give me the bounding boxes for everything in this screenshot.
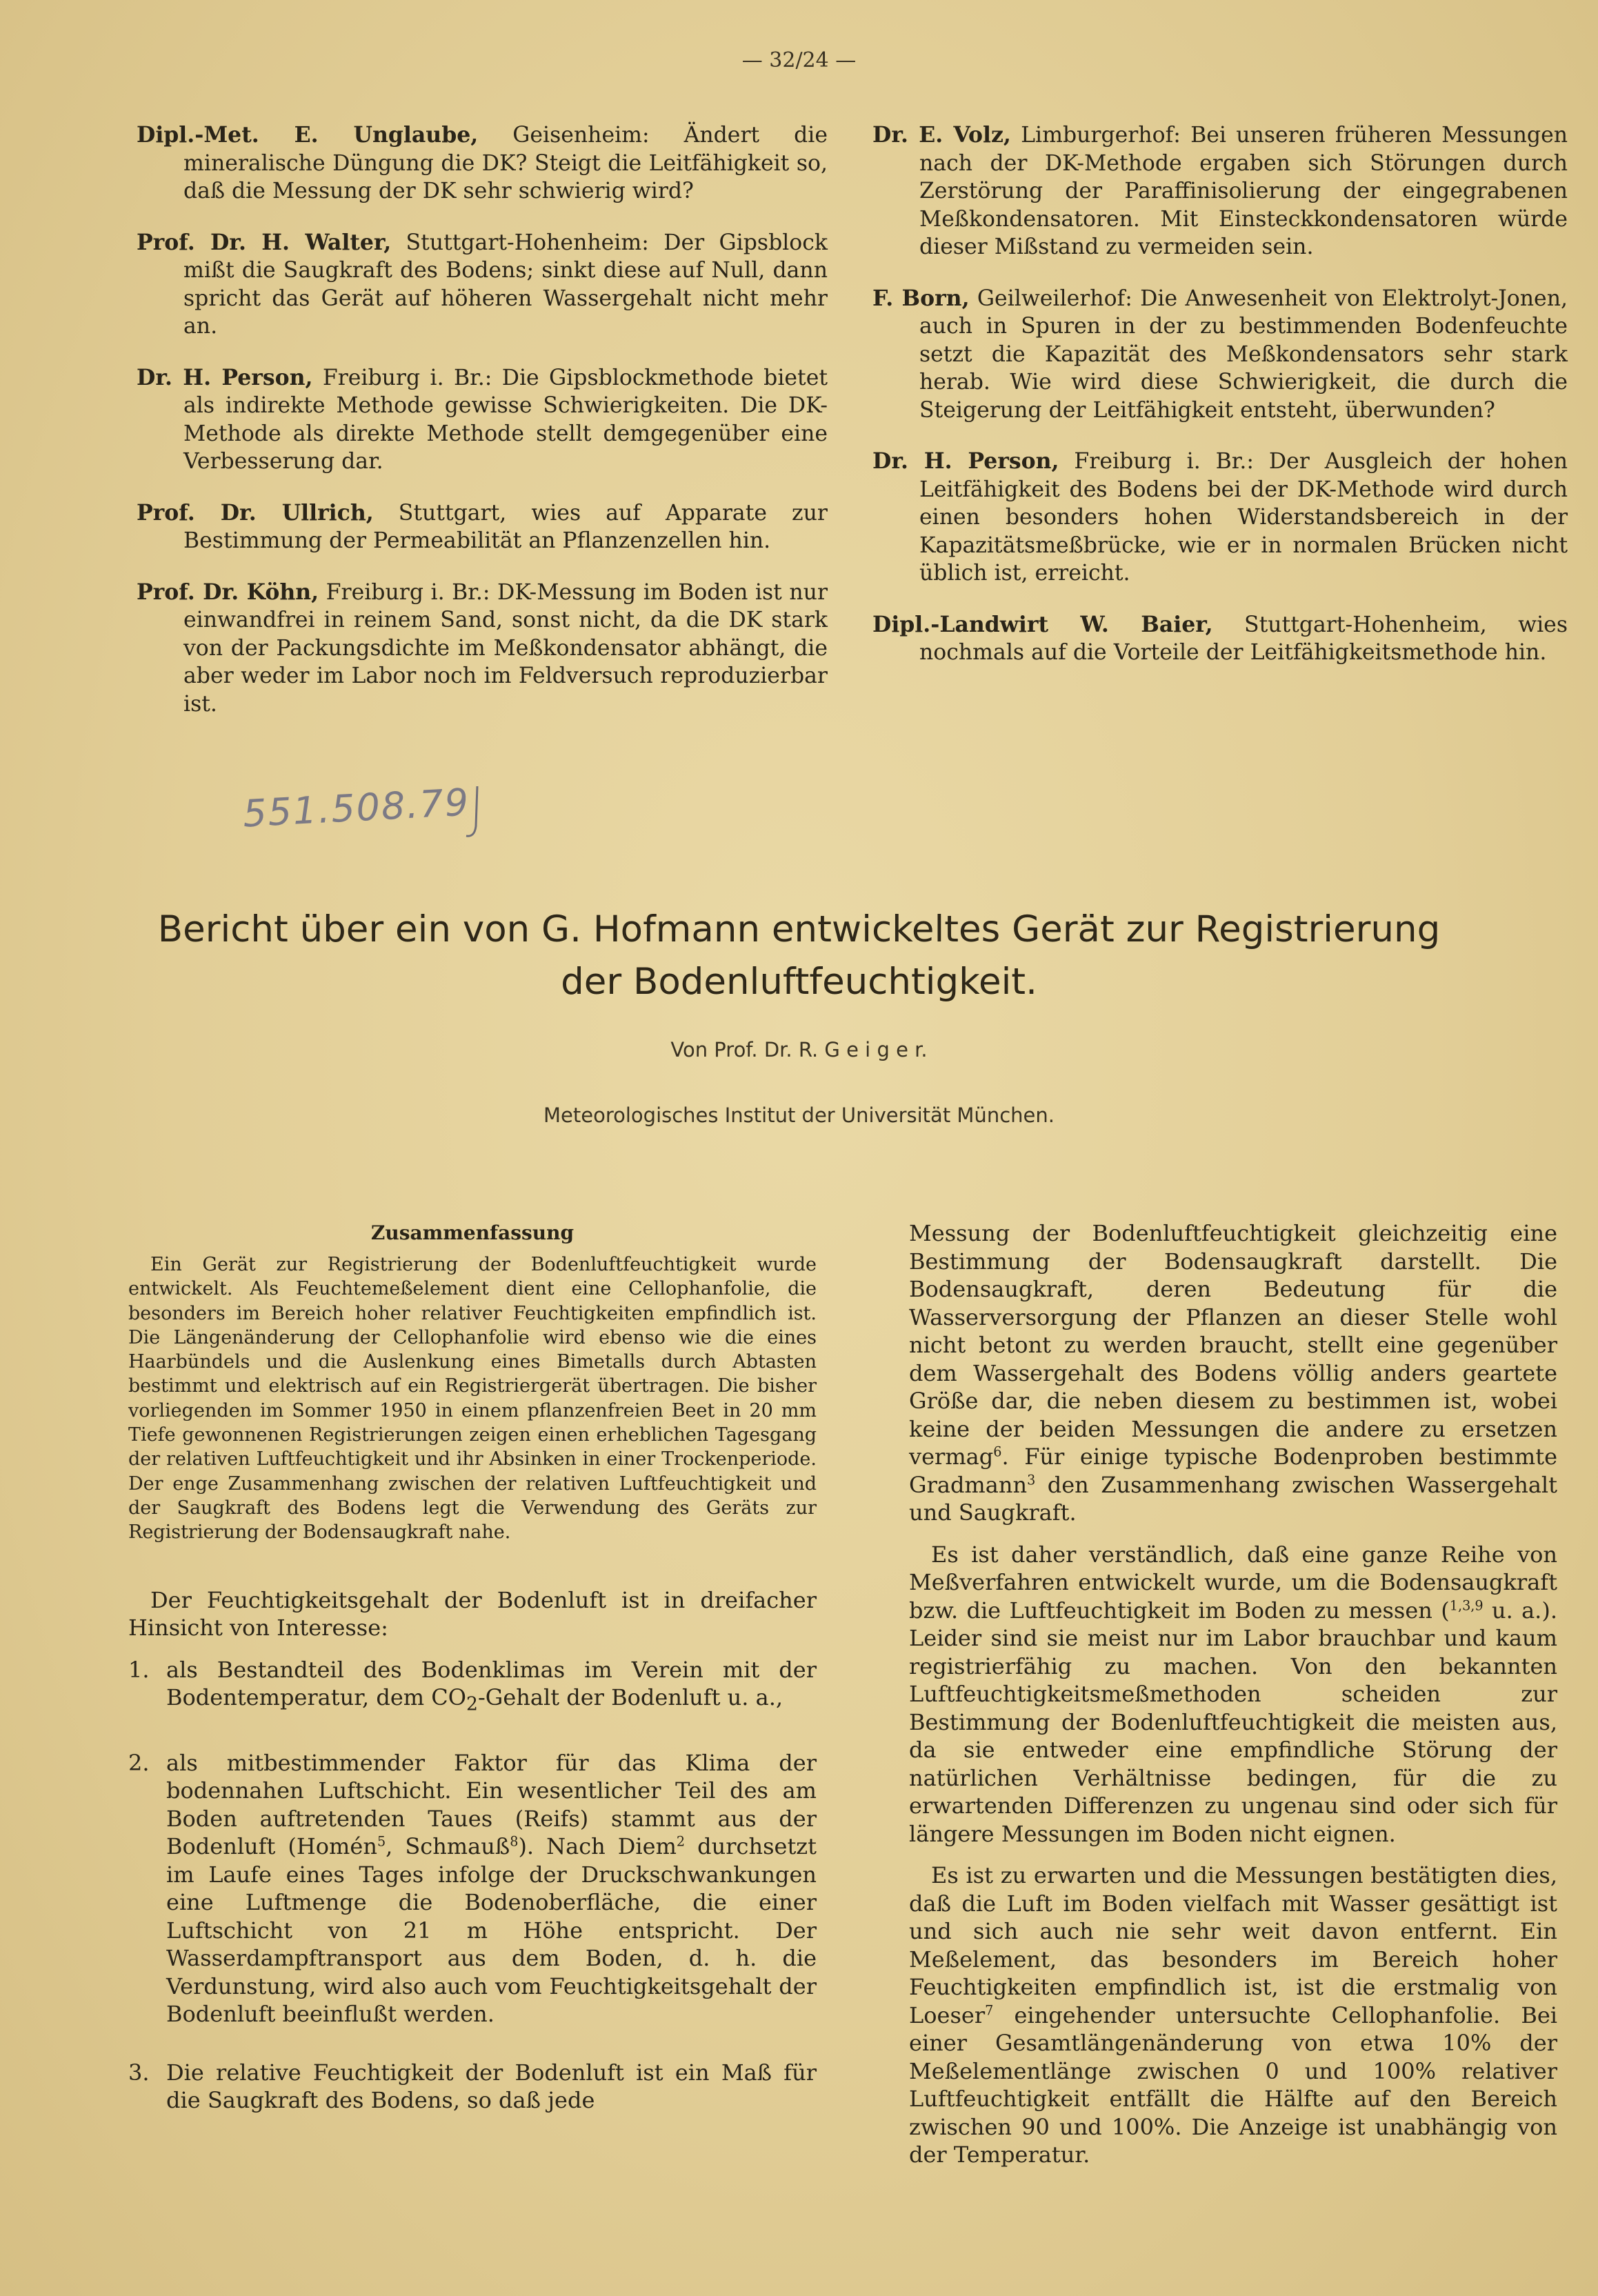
abstract-text: Ein Gerät zur Registrierung der Bodenluftfeuchtigkeit wurde entwickelt. Als Feuchtemeßelement dient eine Cellophanfolie, die besonders im Bereich hoher relativer Feuchtigkeiten empfindlich ist. Die Längenänderung der Cellophanfolie wird ebenso wie die eines Haarbündels und die Auslenkung eines Bimetalls durch Abtasten bestimmt und elektrisch auf ein Registriergerät übertragen. Die bisher vorliegenden im Sommer 1950 in einem pflanzenfreien Beet in 20 mm Tiefe gewonnenen Registrierungen zeigen einen erheblichen Tagesgang der relativen Luftfeuchtigkeit und ihr Absinken in einer Trockenperiode. Der enge Zusammenhang zwischen der relativen Luftfeuchtigkeit und der Saugkraft des Bodens legt die Verwendung des Geräts zur Registrierung der Bodensaugkraft nahe.	[128, 1254, 817, 1544]
subscript: 2	[466, 1693, 478, 1715]
abstract-heading: Zusammenfassung	[370, 1221, 575, 1244]
discussion-entry	[872, 448, 1568, 588]
body-paragraph: Der Feuchtigkeitsgehalt der Bodenluft ist in dreifacher Hinsicht von Interesse:	[128, 1586, 817, 1641]
footnote-ref: 5	[377, 1833, 386, 1850]
speaker-name: Prof. Dr. H. Walter,	[137, 229, 392, 255]
article-title	[138, 904, 1460, 1008]
body-paragraph: Messung der Bodenluftfeuchtigkeit gleichzeitig eine Bestimmung der Bodensaugkraft darstellt. Die Bodensaugkraft, deren Bedeutung für die Wasserversorgung der Pflanzen an dieser Stelle wohl nicht betont zu werden braucht, stellt eine gegenüber dem Wassergehalt des Bodens völlig anders geartete Größe dar, die neben diesem zu bestimmen ist, wobei keine der beiden Messungen die andere zu ersetzen vermag$^6$. Für einige typische Bodenproben bestimmte Gradmann$^3$ den Zusammenhang zwischen Wassergehalt und Saugkraft.	[909, 1220, 1557, 1526]
entry-text: Stuttgart-Hohenheim: Der Gipsblock mißt die Saugkraft des Bodens; sinkt diese auf Null, dann spricht das Gerät auf höheren Wassergehalt nicht mehr an.	[183, 230, 828, 339]
entry-text: Freiburg i. Br.: DK-Messung im Boden ist nur einwandfrei in reinem Sand, sonst nicht, da die DK stark von der Packungsdichte im Meßkondensator abhängt, die aber weder im Labor noch im Feldversuch reproduzierbar ist.	[183, 579, 828, 717]
entry-text: Stuttgart-Hohenheim, wies nochmals auf die Vorteile der Leitfähigkeitsmethode hin.	[919, 612, 1568, 665]
body-paragraph: Es ist daher verständlich, daß eine ganze Reihe von Meßverfahren entwickelt wurde, um die Bodensaugkraft bzw. die Luftfeuchtigkeit im Boden zu messen ($^{1,3,9}$ u. a.). Leider sind sie meist nur im Labor brauchbar und kaum registrierfähig zu machen. Von den bekannten Luftfeuchtigkeitsmeßmethoden scheiden zur Bestimmung der Bodenluftfeuchtigkeit die meisten aus, da sie entweder eine empfindliche Störung der natürlichen Verhältnisse bedingen, für die zu erwartenden Differenzen zu ungenau sind oder sich für längere Messungen im Boden nicht eignen.	[909, 1541, 1558, 1847]
article-institution: Meteorologisches Institut der Universität München.	[543, 1104, 1055, 1127]
entry-text: Limburgerhof: Bei unseren früheren Messungen nach der DK-Methode ergaben sich Störungen durch Zerstörung der Paraffinisolierung der eingegrabenen Meßkondensatoren. Mit Einsteckkondensatoren würde dieser Mißstand zu vermeiden sein.	[919, 123, 1568, 259]
discussion-entry	[137, 499, 828, 555]
speaker-name: Dr. H. Person,	[137, 364, 313, 390]
speaker-name: Dr. H. Person,	[872, 448, 1059, 474]
title-line-2: der Bodenluftfeuchtigkeit.	[561, 961, 1037, 1003]
footnote-ref: 2	[676, 1833, 686, 1850]
discussion-entry	[872, 611, 1568, 667]
list-item	[128, 1656, 817, 1719]
discussion-column-right	[872, 121, 1568, 690]
discussion-column-left	[137, 121, 828, 741]
list-text: durchsetzt im Laufe eines Tages infolge der Druckschwankungen eine Luftmenge die Bodenoberfläche, die einer Luftschicht von 21 m Höhe entspricht. Der Wasserdampftransport aus dem Boden, d. h. die Verdunstung, wird also auch vom Feuchtigkeitsgehalt der Bodenluft beeinflußt werden.	[166, 1833, 817, 2028]
speaker-name: Dr. E. Volz,	[872, 122, 1011, 148]
footnote-ref: 7	[985, 2001, 994, 2018]
footnote-ref: 8	[510, 1833, 519, 1850]
list-number: 3.	[128, 2059, 150, 2086]
discussion-entry	[137, 229, 828, 341]
footnote-ref: 1,3,9	[1449, 1597, 1484, 1613]
list-item	[128, 2059, 817, 2115]
discussion-entry	[137, 579, 828, 719]
article-author: Von Prof. Dr. R. G e i g e r.	[670, 1038, 928, 1061]
speaker-name: Prof. Dr. Ullrich,	[137, 499, 374, 526]
entry-text: Freiburg i. Br.: Die Gipsblockmethode bietet als indirekte Methode gewisse Schwierigkeiten. Die DK-Methode als direkte Methode stellt demgegenüber eine Verbesserung dar.	[183, 365, 828, 474]
list-text: Die relative Feuchtigkeit der Bodenluft ist ein Maß für die Saugkraft des Bodens, so daß jede	[166, 2059, 817, 2114]
body-column-right	[909, 1219, 1557, 2183]
discussion-entry	[872, 285, 1568, 425]
list-number: 1.	[128, 1656, 150, 1683]
speaker-name: F. Born,	[872, 285, 970, 311]
list-text: , Schmauß	[386, 1833, 510, 1860]
title-line-1: Bericht über ein von G. Hofmann entwickeltes Gerät zur Registrierung	[157, 908, 1441, 950]
speaker-name: Prof. Dr. Köhn,	[137, 579, 319, 605]
body-column-left	[128, 1219, 817, 2145]
entry-text: Geisenheim: Ändert die mineralische Düngung die DK? Steigt die Leitfähigkeit so, daß die Messung der DK sehr schwierig wird?	[183, 123, 828, 203]
entry-text: Geilweilerhof: Die Anwesenheit von Elektrolyt-Jonen, auch in Spuren in der zu bestimmenden Bodenfeuchte setzt die Kapazität des Meßkondensators sehr stark herab. Wie wird diese Schwierigkeit, die durch die Steigerung der Leitfähigkeit entsteht, überwunden?	[919, 286, 1568, 423]
entry-text: Freiburg i. Br.: Der Ausgleich der hohen Leitfähigkeit des Bodens bei der DK-Methode wird durch einen besonders hohen Widerstandsbereich in der Kapazitätsmeßbrücke, wie er in normalen Brücken nicht üblich ist, erreicht.	[919, 449, 1568, 586]
list-text: -Gehalt der Bodenluft u. a.,	[477, 1684, 783, 1711]
accession-number: 551.508.79	[241, 780, 471, 836]
page-number: — 32/24 —	[741, 48, 857, 72]
list-text: als Bestandteil des Bodenklimas im Verein mit der Bodentemperatur, dem CO	[166, 1656, 817, 1711]
speaker-name: Dipl.-Landwirt W. Baier,	[872, 611, 1213, 637]
list-number: 2.	[128, 1749, 150, 1776]
list-text: als mitbestimmender Faktor für das Klima der bodennahen Luftschicht. Ein wesentlicher Teil des am Boden auftretenden Taues (Reifs) stammt aus der Bodenluft (Homén	[166, 1749, 817, 1860]
footnote-ref: 3	[1027, 1471, 1036, 1488]
body-paragraph: Es ist zu erwarten und die Messungen bestätigten dies, daß die Luft im Boden vielfach mit Wasser gesättigt ist und sich auch nie sehr weit davon entfernt. Ein Meßelement, das besonders im Bereich hoher Feuchtigkeiten empfindlich ist, ist die erstmalig von Loeser$^7$ eingehender untersuchte Cellophanfolie. Bei einer Gesamtlängenänderung von etwa 10% der Meßelementlänge zwischen 0 und 100% relativer Luftfeuchtigkeit entfällt die Hälfte auf den Bereich zwischen 90 und 100%. Die Anzeige ist unabhängig von der Temperatur.	[909, 1862, 1557, 2168]
discussion-entry	[137, 121, 828, 206]
list-item	[128, 1749, 817, 2028]
discussion-entry	[872, 121, 1568, 261]
handwritten-mark-icon	[463, 785, 483, 840]
entry-text: Stuttgart, wies auf Apparate zur Bestimmung der Permeabilität an Pflanzenzellen hin.	[183, 500, 828, 553]
speaker-name: Dipl.-Met. E. Unglaube,	[137, 122, 479, 148]
footnote-ref: 6	[993, 1444, 1002, 1460]
list-text: ). Nach Diem	[518, 1833, 677, 1860]
discussion-entry	[137, 364, 828, 476]
